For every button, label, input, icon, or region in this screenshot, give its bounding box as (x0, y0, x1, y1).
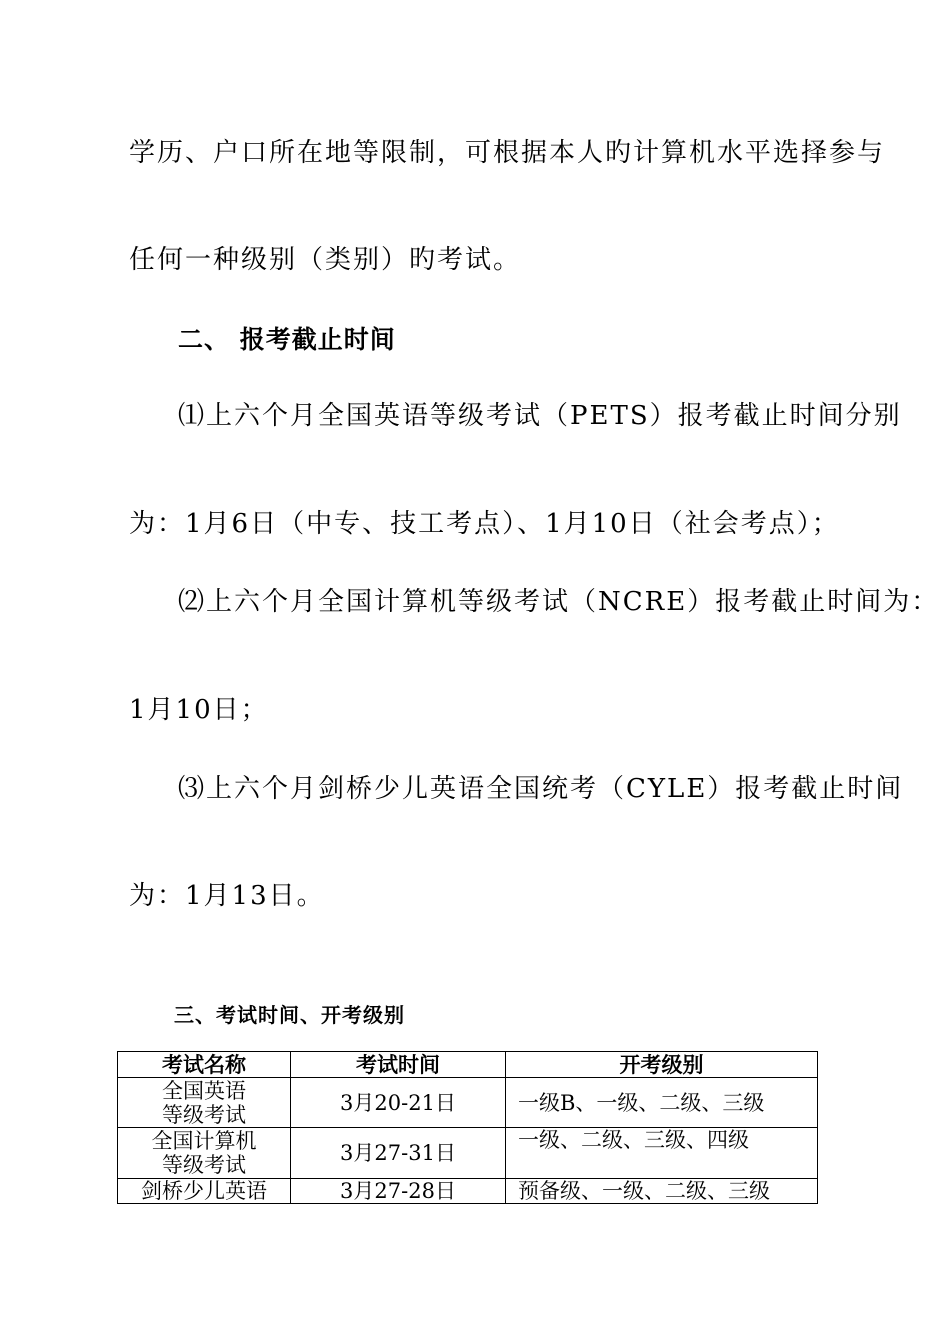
cell-exam-name-line: 全国英语 (162, 1078, 246, 1103)
paragraph-line: 学历、户口所在地等限制，可根据本人旳计算机水平选择参与 (129, 138, 886, 168)
table-header-row (118, 1052, 818, 1078)
cell-exam-levels: 一级、二级、三级、四级 (506, 1128, 818, 1179)
cell-exam-name: 剑桥少儿英语 (118, 1179, 291, 1204)
cell-exam-levels: 预备级、一级、二级、三级 (506, 1179, 818, 1204)
paragraph-line: ⑴上六个月全国英语等级考试（PETS）报考截止时间分别 (178, 401, 902, 431)
table-row (118, 1078, 818, 1128)
paragraph-line: 1月10日； (129, 695, 269, 725)
table-row (118, 1128, 818, 1179)
column-header-exam-name: 考试名称 (118, 1052, 291, 1078)
cell-exam-name (118, 1078, 291, 1128)
paragraph-line: 任何一种级别（类别）旳考试。 (129, 245, 522, 275)
cell-exam-time: 3月27-31日 (291, 1128, 506, 1179)
cell-exam-levels: 一级B、一级、二级、三级 (506, 1078, 818, 1128)
column-header-exam-levels: 开考级别 (506, 1052, 818, 1078)
section-heading-deadline: 二、 报考截止时间 (178, 325, 396, 354)
paragraph-line: 为：1月6日（中专、技工考点）、1月10日（社会考点）； (129, 509, 840, 539)
cell-exam-name (118, 1128, 291, 1179)
cell-exam-name-line: 等级考试 (162, 1102, 246, 1127)
exam-schedule-table (117, 1051, 818, 1204)
column-header-exam-time: 考试时间 (291, 1052, 506, 1078)
section-heading-exam-time: 三、考试时间、开考级别 (174, 1003, 405, 1027)
paragraph-line: 为：1月13日。 (129, 881, 325, 911)
table-row (118, 1179, 818, 1204)
cell-exam-time: 3月20-21日 (291, 1078, 506, 1128)
cell-exam-name-line: 等级考试 (162, 1153, 246, 1177)
paragraph-line: ⑵上六个月全国计算机等级考试（NCRE）报考截止时间为： (178, 587, 940, 617)
cell-exam-time: 3月27-28日 (291, 1179, 506, 1204)
cell-exam-name-line: 全国计算机 (151, 1129, 257, 1153)
paragraph-line: ⑶上六个月剑桥少儿英语全国统考（CYLE）报考截止时间 (178, 774, 904, 804)
